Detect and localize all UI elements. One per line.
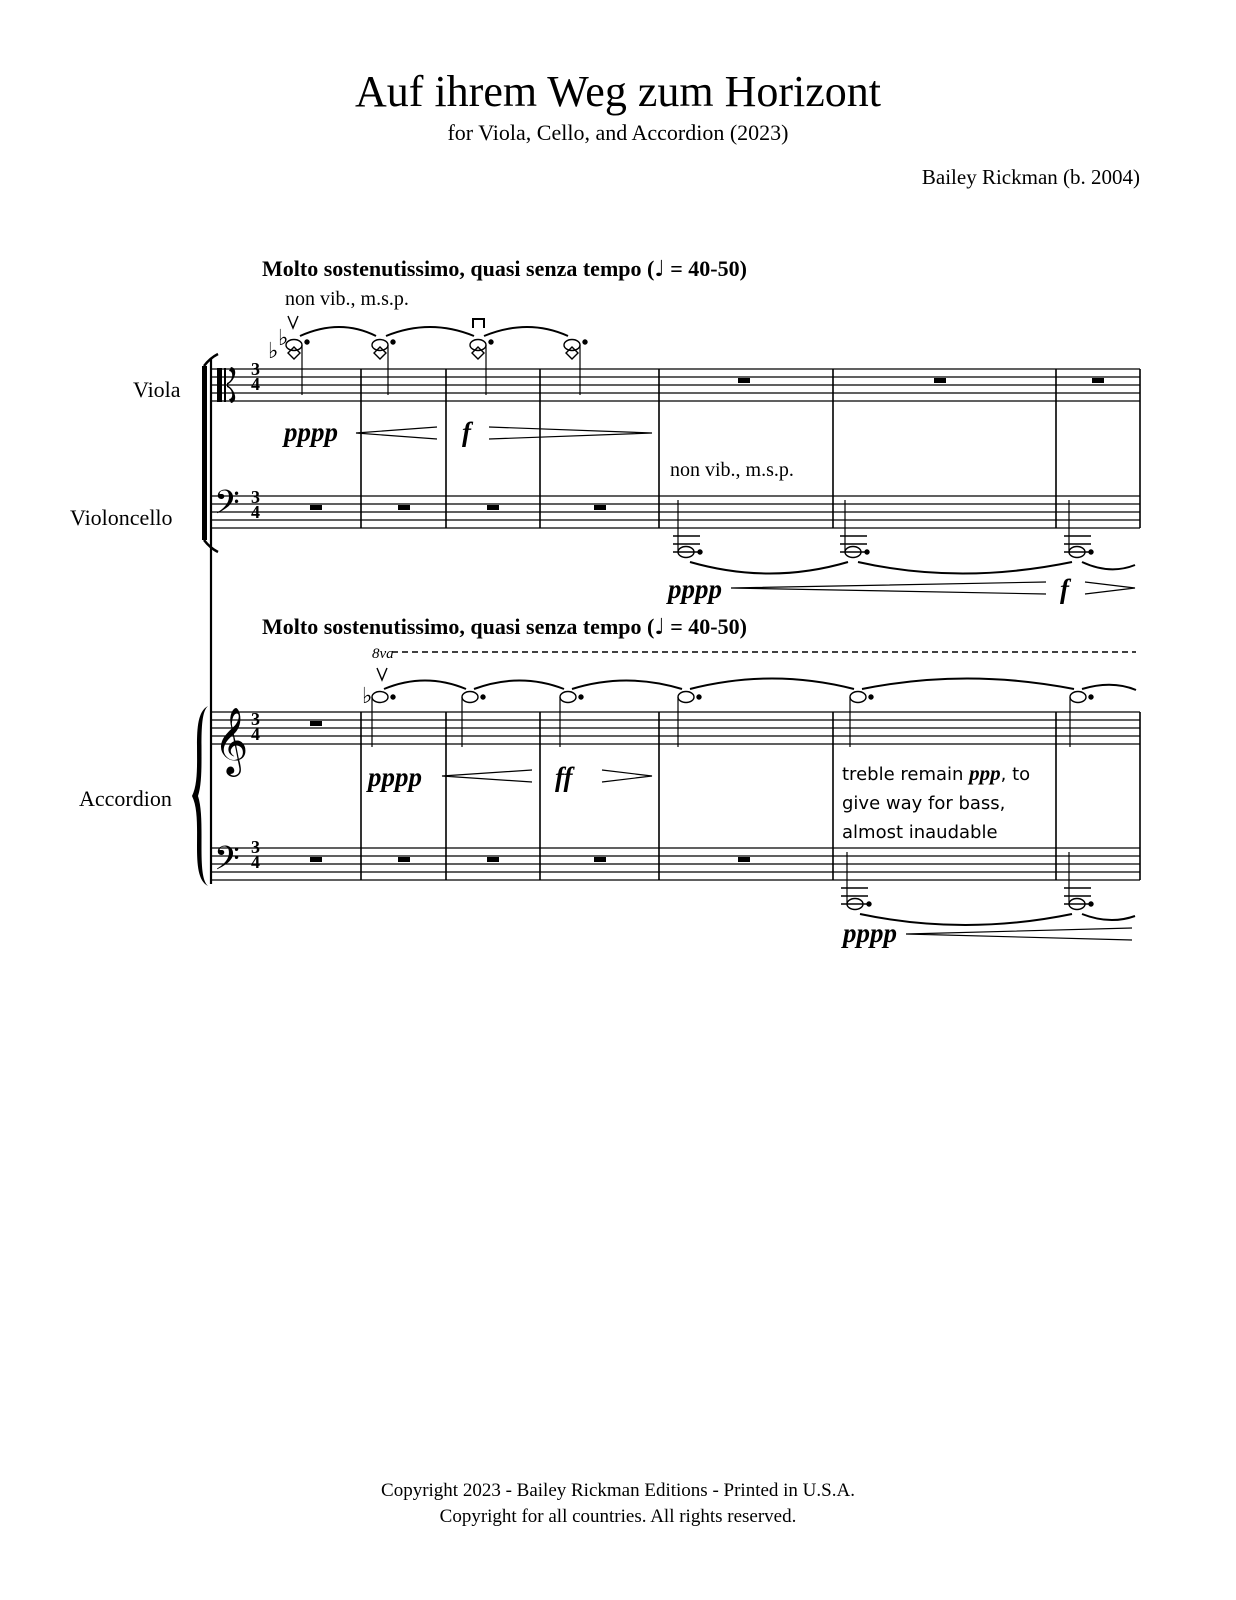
bass-clef-icon: 𝄢	[214, 840, 240, 886]
rest-icon	[310, 505, 606, 510]
cello-technique-text: non vib., m.s.p.	[670, 459, 794, 481]
viola-hairpins	[356, 427, 652, 439]
accordion-bass-hairpin	[906, 928, 1132, 940]
ottava-marking: 8va	[372, 646, 394, 662]
quarter-note-icon: ♩	[654, 615, 665, 640]
tempo-text: Molto sostenutissimo, quasi senza tempo (	[262, 614, 655, 639]
quarter-note-icon: ♩	[654, 257, 665, 282]
dynamic-marking: pppp	[368, 762, 422, 792]
accordion-bass-notes	[841, 852, 1135, 925]
staff-viola	[212, 369, 1140, 401]
dynamic-marking: ff	[555, 762, 573, 792]
instruction-dynamic: ppp	[969, 761, 1001, 785]
dynamic-marking: pppp	[284, 417, 338, 447]
treble-clef-icon: 𝄞	[214, 706, 249, 774]
score-subtitle: for Viola, Cello, and Accordion (2023)	[447, 120, 789, 145]
flat-sign-icon: ♭	[278, 326, 289, 351]
accordion-treble-hairpins	[442, 770, 652, 782]
instruction-line: treble remain	[842, 764, 964, 785]
dynamic-marking: f	[462, 417, 471, 447]
cello-notes	[673, 500, 1135, 574]
staff-accordion-bass	[212, 848, 1140, 880]
instrument-name-viola: Viola	[133, 377, 181, 402]
instrument-name-accordion: Accordion	[79, 786, 172, 811]
tempo-text: Molto sostenutissimo, quasi senza tempo (	[262, 256, 655, 281]
staff-accordion-treble	[212, 709, 1140, 744]
instruction-line: almost inaudable	[842, 822, 998, 843]
dynamic-marking: pppp	[843, 918, 897, 948]
dynamic-marking: pppp	[668, 574, 722, 604]
footer-copyright: Copyright 2023 - Bailey Rickman Editions - Printed in U.S.A.	[381, 1480, 855, 1501]
tempo-value: = 40-50)	[670, 614, 747, 639]
time-signature: 3 4	[251, 709, 260, 744]
cello-hairpins	[731, 582, 1135, 594]
staff-violoncello	[212, 496, 1140, 528]
rest-icon	[738, 378, 1104, 383]
time-signature: 3 4	[251, 837, 260, 872]
bass-clef-icon: 𝄢	[214, 484, 240, 530]
rest-icon	[310, 721, 750, 862]
accordion-brace-icon	[192, 706, 208, 886]
flat-sign-icon: ♭	[362, 684, 373, 709]
viola-technique-text: non vib., m.s.p.	[285, 288, 409, 310]
flat-sign-icon: ♭	[268, 339, 279, 364]
score-title: Auf ihrem Weg zum Horizont	[355, 67, 881, 116]
instruction-line: , to	[1000, 764, 1031, 785]
barlines-accordion	[361, 712, 1140, 880]
dynamic-marking: f	[1060, 574, 1069, 604]
time-signature: 3 4	[251, 487, 260, 522]
composer-credit: Bailey Rickman (b. 2004)	[921, 165, 1140, 189]
accordion-treble-notes	[362, 668, 1136, 747]
footer-rights: Copyright for all countries. All rights reserved.	[439, 1506, 797, 1527]
viola-notes	[268, 316, 587, 395]
instrument-name-violoncello: Violoncello	[70, 505, 173, 530]
time-signature: 3 4	[251, 359, 260, 394]
instruction-line: give way for bass,	[842, 793, 1006, 814]
tempo-value: = 40-50)	[670, 256, 747, 281]
